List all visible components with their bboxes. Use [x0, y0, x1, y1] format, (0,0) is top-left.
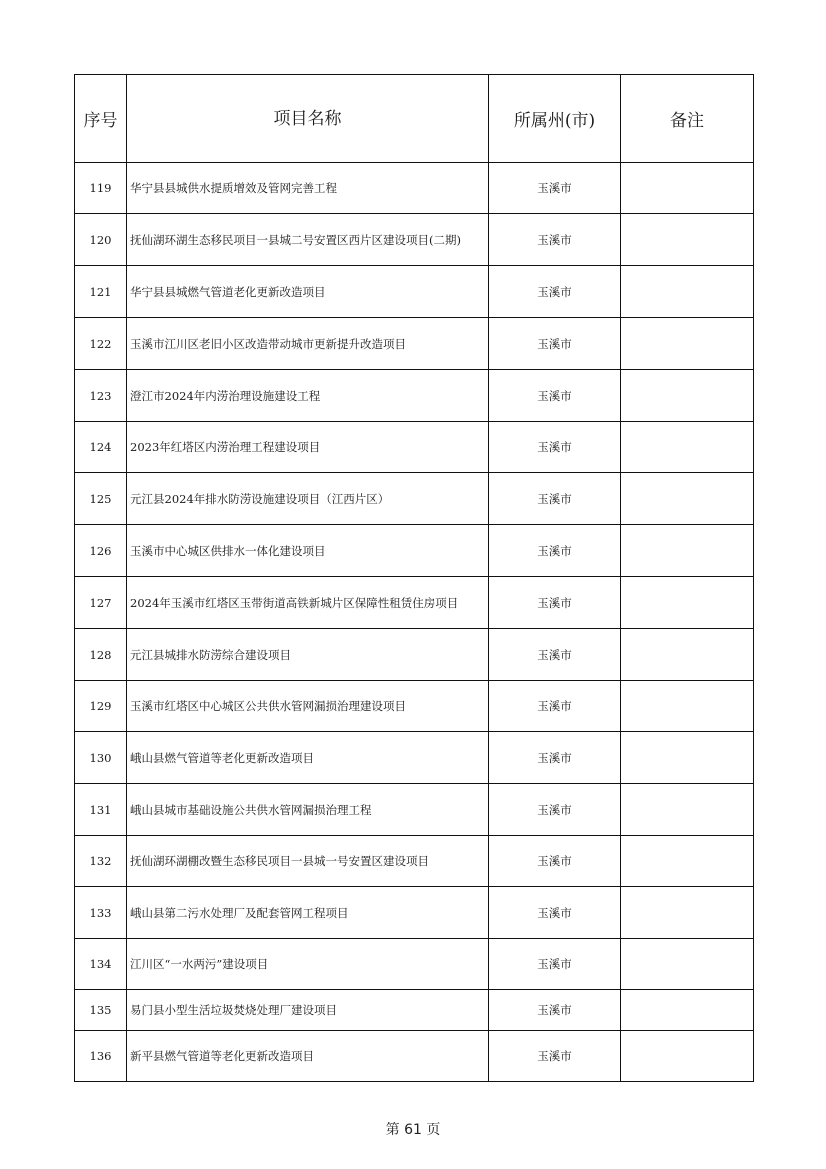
project-name: 元江县城排水防涝综合建设项目	[127, 629, 489, 681]
table-row	[75, 422, 754, 473]
table-row	[75, 318, 754, 370]
project-name: 峨山县第二污水处理厂及配套管网工程项目	[127, 887, 489, 939]
project-name: 元江县2024年排水防涝设施建设项目（江西片区）	[127, 473, 489, 525]
project-name: 华宁县县城供水提质增效及管网完善工程	[127, 163, 489, 214]
remark	[621, 629, 754, 681]
remark	[621, 473, 754, 525]
row-number: 136	[75, 1031, 127, 1082]
table-header-row	[75, 75, 754, 163]
header-num: 序号	[75, 75, 127, 163]
row-number: 123	[75, 370, 127, 422]
row-number: 135	[75, 990, 127, 1031]
table-body	[75, 163, 754, 1082]
project-name: 澄江市2024年内涝治理设施建设工程	[127, 370, 489, 422]
row-number: 125	[75, 473, 127, 525]
project-name: 2024年玉溪市红塔区玉带街道高铁新城片区保障性租赁住房项目	[127, 577, 489, 629]
remark	[621, 370, 754, 422]
row-number: 120	[75, 214, 127, 266]
table-row	[75, 784, 754, 836]
table-row	[75, 887, 754, 939]
table-row	[75, 681, 754, 732]
city-name: 玉溪市	[489, 422, 621, 473]
project-name: 易门县小型生活垃圾焚烧处理厂建设项目	[127, 990, 489, 1031]
table-row	[75, 214, 754, 266]
row-number: 130	[75, 732, 127, 784]
city-name: 玉溪市	[489, 473, 621, 525]
page-number: 第 61 页	[385, 1122, 441, 1138]
row-number: 131	[75, 784, 127, 836]
project-name: 玉溪市江川区老旧小区改造带动城市更新提升改造项目	[127, 318, 489, 370]
table-row	[75, 629, 754, 681]
city-name: 玉溪市	[489, 939, 621, 990]
city-name: 玉溪市	[489, 577, 621, 629]
remark	[621, 887, 754, 939]
city-name: 玉溪市	[489, 836, 621, 887]
project-name: 华宁县县城燃气管道老化更新改造项目	[127, 266, 489, 318]
city-name: 玉溪市	[489, 681, 621, 732]
header-city: 所属州(市)	[489, 75, 621, 163]
row-number: 129	[75, 681, 127, 732]
remark	[621, 525, 754, 577]
row-number: 128	[75, 629, 127, 681]
table-row	[75, 525, 754, 577]
row-number: 132	[75, 836, 127, 887]
city-name: 玉溪市	[489, 163, 621, 214]
table-row	[75, 836, 754, 887]
project-name: 新平县燃气管道等老化更新改造项目	[127, 1031, 489, 1082]
project-name: 玉溪市红塔区中心城区公共供水管网漏损治理建设项目	[127, 681, 489, 732]
remark	[621, 266, 754, 318]
remark	[621, 422, 754, 473]
project-name: 抚仙湖环湖棚改暨生态移民项目一县城一号安置区建设项目	[127, 836, 489, 887]
table-row	[75, 577, 754, 629]
header-note: 备注	[621, 75, 754, 163]
remark	[621, 681, 754, 732]
remark	[621, 1031, 754, 1082]
project-table	[74, 74, 754, 1082]
remark	[621, 990, 754, 1031]
remark	[621, 577, 754, 629]
row-number: 124	[75, 422, 127, 473]
row-number: 134	[75, 939, 127, 990]
project-name: 玉溪市中心城区供排水一体化建设项目	[127, 525, 489, 577]
table-row	[75, 939, 754, 990]
city-name: 玉溪市	[489, 784, 621, 836]
city-name: 玉溪市	[489, 318, 621, 370]
remark	[621, 939, 754, 990]
table-row	[75, 163, 754, 214]
table-row	[75, 370, 754, 422]
city-name: 玉溪市	[489, 370, 621, 422]
project-name: 2023年红塔区内涝治理工程建设项目	[127, 422, 489, 473]
remark	[621, 784, 754, 836]
city-name: 玉溪市	[489, 525, 621, 577]
project-name: 抚仙湖环湖生态移民项目一县城二号安置区西片区建设项目(二期)	[127, 214, 489, 266]
remark	[621, 163, 754, 214]
remark	[621, 214, 754, 266]
header-name: 项目名称	[127, 75, 489, 163]
row-number: 126	[75, 525, 127, 577]
city-name: 玉溪市	[489, 887, 621, 939]
row-number: 119	[75, 163, 127, 214]
city-name: 玉溪市	[489, 1031, 621, 1082]
table-row	[75, 990, 754, 1031]
row-number: 121	[75, 266, 127, 318]
table-row	[75, 473, 754, 525]
project-name: 峨山县燃气管道等老化更新改造项目	[127, 732, 489, 784]
table-row	[75, 732, 754, 784]
project-name: 江川区“一水两污”建设项目	[127, 939, 489, 990]
table-row	[75, 1031, 754, 1082]
row-number: 133	[75, 887, 127, 939]
city-name: 玉溪市	[489, 266, 621, 318]
remark	[621, 732, 754, 784]
row-number: 127	[75, 577, 127, 629]
city-name: 玉溪市	[489, 732, 621, 784]
city-name: 玉溪市	[489, 214, 621, 266]
project-name: 峨山县城市基础设施公共供水管网漏损治理工程	[127, 784, 489, 836]
city-name: 玉溪市	[489, 990, 621, 1031]
city-name: 玉溪市	[489, 629, 621, 681]
remark	[621, 318, 754, 370]
row-number: 122	[75, 318, 127, 370]
remark	[621, 836, 754, 887]
table-row	[75, 266, 754, 318]
